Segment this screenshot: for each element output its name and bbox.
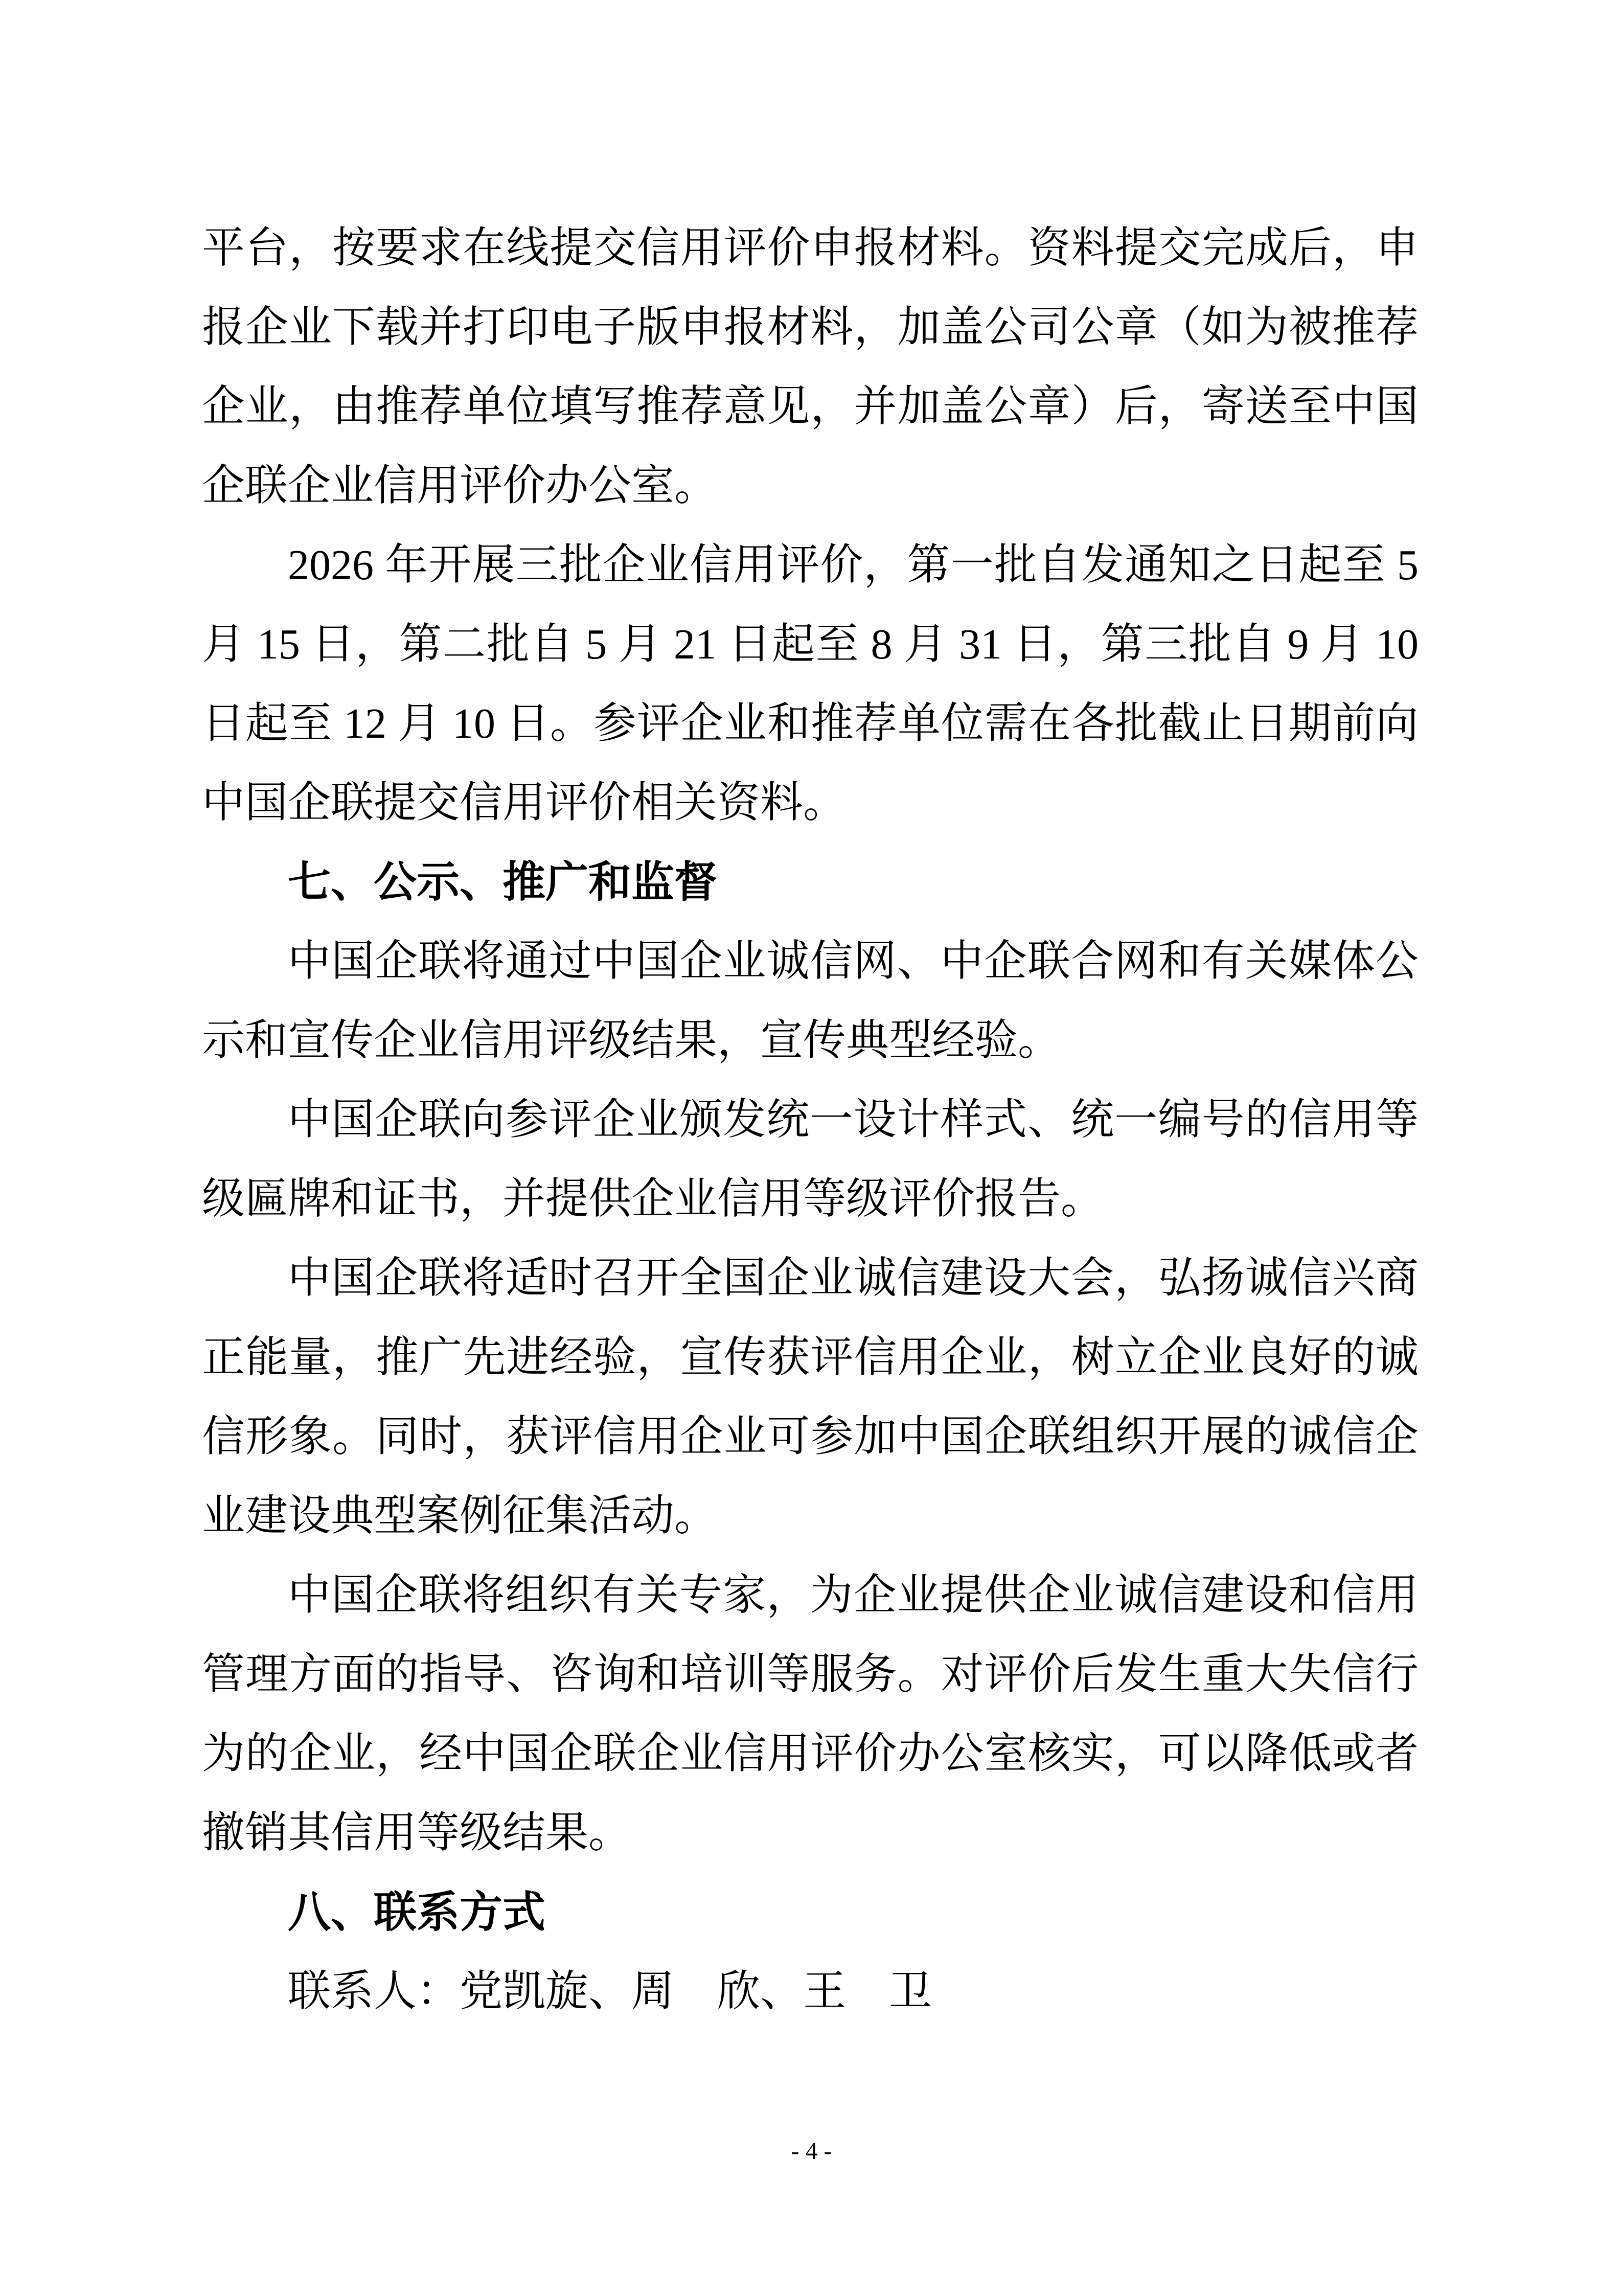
body-line: 管理方面的指导、咨询和培训等服务。对评价后发生重大失信行 [202,1651,1419,1698]
body-line: 企联企业信用评价办公室。 [202,462,718,510]
body-line: 中国企联将组织有关专家，为企业提供企业诚信建设和信用 [288,1572,1419,1619]
body-line: 中国企联向参评企业颁发统一设计样式、统一编号的信用等 [288,1096,1419,1144]
body-line: 撤销其信用等级结果。 [202,1809,632,1857]
section-heading-7: 七、公示、推广和监督 [288,858,718,906]
body-line: 日起至 12 月 10 日。参评企业和推荐单位需在各批截止日期前向 [202,700,1419,747]
body-line: 平台，按要求在线提交信用评价申报材料。资料提交完成后，申 [202,224,1419,272]
contact-line: 联系人：党凯旋、周 欣、王 卫 [288,1968,932,2015]
body-line: 级匾牌和证书，并提供企业信用等级评价报告。 [202,1175,1104,1223]
body-line: 业建设典型案例征集活动。 [202,1492,718,1540]
body-line: 中国企联提交信用评价相关资料。 [202,779,847,827]
body-line: 报企业下载并打印电子版申报材料，加盖公司公章（如为被推荐 [202,304,1419,351]
body-line: 中国企联将通过中国企业诚信网、中企联合网和有关媒体公 [288,938,1419,985]
body-line: 月 15 日，第二批自 5 月 21 日起至 8 月 31 日，第三批自 9 月 10 [202,621,1419,668]
body-line: 正能量，推广先进经验，宣传获评信用企业，树立企业良好的诚 [202,1334,1419,1381]
section-heading-8: 八、联系方式 [288,1888,546,1936]
body-line: 中国企联将适时召开全国企业诚信建设大会，弘扬诚信兴商 [288,1255,1419,1302]
body-line: 示和宣传企业信用评级结果，宣传典型经验。 [202,1017,1061,1064]
page-number: - 4 - [791,2138,832,2165]
body-line: 信形象。同时，获评信用企业可参加中国企联组织开展的诚信企 [202,1413,1419,1461]
text-column [202,209,1419,2031]
body-line: 2026 年开展三批企业信用评价，第一批自发通知之日起至 5 [288,541,1419,589]
body-line: 企业，由推荐单位填写推荐意见，并加盖公章）后，寄送至中国 [202,383,1419,430]
body-line: 为的企业，经中国企联企业信用评价办公室核实，可以降低或者 [202,1730,1419,1778]
